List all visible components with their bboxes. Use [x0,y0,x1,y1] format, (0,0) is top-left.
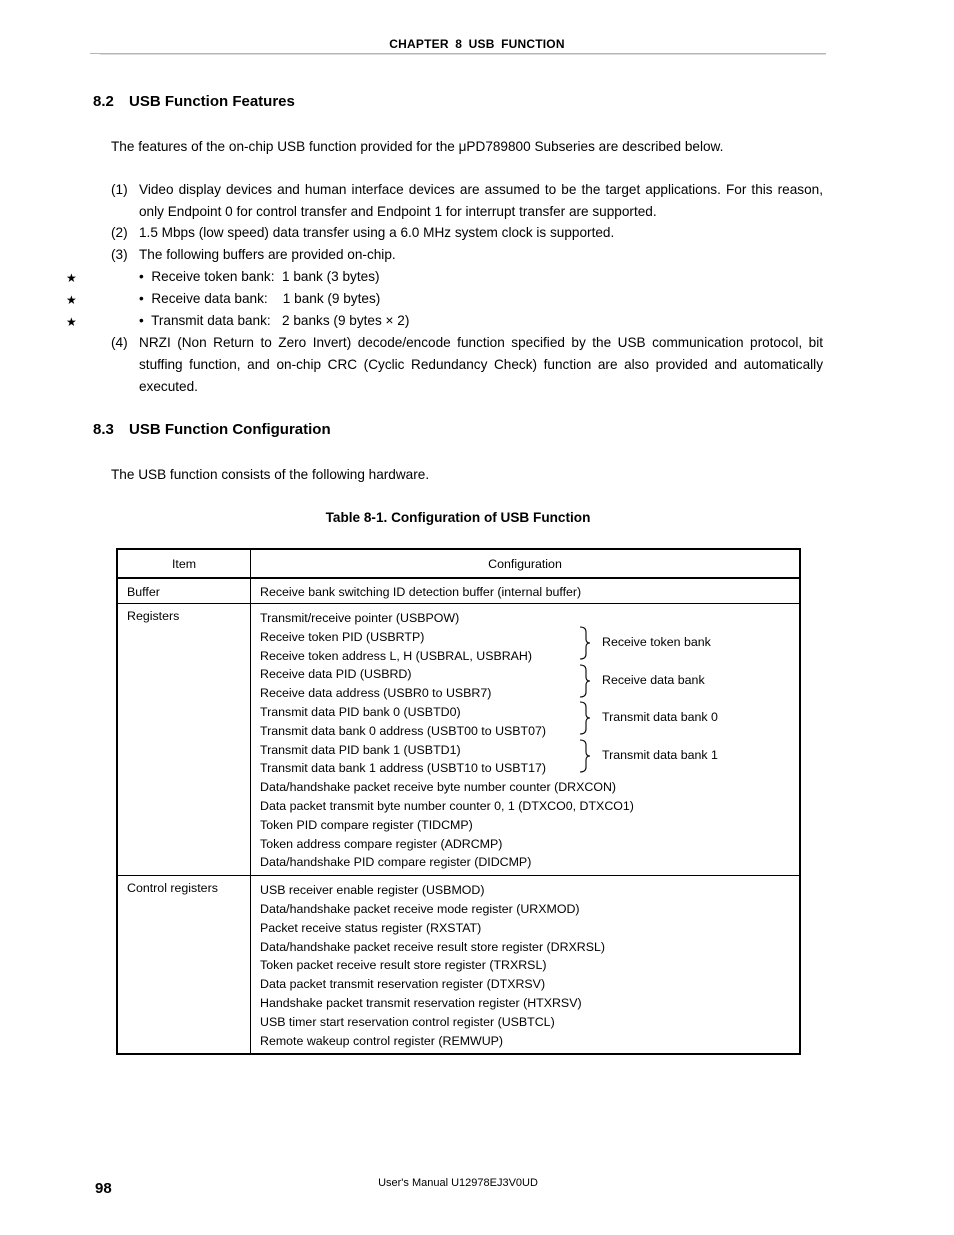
table-caption: Table 8-1. Configuration of USB Function [325,510,591,525]
group-label: Receive data bank [602,673,705,687]
section-83-heading [93,421,331,438]
header-rule-shadow [100,54,826,55]
section-title: USB Function Features [129,93,295,110]
section-number: 8.2 [93,93,114,110]
register-line: Remote wakeup control register (REMWUP) [260,1033,504,1048]
register-line: USB timer start reservation control register (USBTCL) [260,1014,555,1029]
register-line: Handshake packet transmit reservation register (HTXRSV) [260,995,582,1010]
register-line: Transmit data bank 0 address (USBT00 to USBT07) [260,723,547,738]
register-line: Receive data address (USBR0 to USBR7) [260,686,492,701]
item-cell: Registers [127,609,180,623]
register-line: Receive token PID (USBRTP) [260,629,425,644]
register-line: Token PID compare register (TIDCMP) [260,817,473,832]
list-item-1 [111,179,823,223]
chapter-header: CHAPTER 8 USB FUNCTION [389,37,565,51]
page-number: 98 [95,1180,112,1197]
register-line: Transmit data PID bank 0 (USBTD0) [260,704,461,719]
list-number: (4) [111,335,128,350]
right-brace-icon [578,701,592,735]
register-line: Transmit data bank 1 address (USBT10 to USBT17) [260,761,547,776]
list-number: (3) [111,247,128,262]
right-brace-icon [578,739,592,773]
register-line: Packet receive status register (RXSTAT) [260,920,482,935]
register-line: Data packet transmit byte number counter 0, 1 (DTXCO0, DTXCO1) [260,798,634,813]
register-line: USB receiver enable register (USBMOD) [260,883,485,898]
list-text: NRZI (Non Return to Zero Invert) decode/encode function specified by the USB communication protocol, bit stuffing function, and on-chip CRC (Cyclic Redundancy Check) function are also provided and automatically executed. [139,335,823,394]
register-line: Data/handshake packet receive mode register (URXMOD) [260,901,580,916]
list-number: (1) [111,182,128,197]
manual-id: User's Manual U12978EJ3V0UD [378,1177,538,1189]
list-item-4 [111,332,823,398]
table-header-row [117,549,800,578]
section-title: USB Function Configuration [129,421,331,438]
right-brace-icon [578,664,592,698]
section-number: 8.3 [93,421,114,438]
register-line: Receive data PID (USBRD) [260,667,412,682]
section-83-intro: The USB function consists of the following hardware. [111,467,430,482]
right-brace-icon [578,626,592,660]
header-configuration: Configuration [251,549,801,578]
table-row-control-registers [117,876,800,1055]
register-line: Data/handshake PID compare register (DIDCMP) [260,855,532,870]
bullet-item: • Transmit data bank: 2 banks (9 bytes × 2) [139,313,410,328]
item-cell: Control registers [127,881,218,896]
configuration-table [116,548,801,1055]
register-line: Token packet receive result store register (TRXRSL) [260,958,547,973]
item-cell: Buffer [127,585,160,599]
register-line: Data packet transmit reservation register (DTXRSV) [260,977,546,992]
register-line: Transmit data PID bank 1 (USBTD1) [260,742,461,757]
group-label: Transmit data bank 1 [602,748,718,762]
list-text: Video display devices and human interface devices are assumed to be the target applications. For this reason, only Endpoint 0 for control transfer and Endpoint 1 for interrupt transfer are supported. [139,182,823,219]
list-number: (2) [111,225,128,240]
header-item: Item [117,549,251,578]
group-label: Receive token bank [602,635,711,649]
list-text: The following buffers are provided on-chip. [139,247,396,262]
register-line: Data/handshake packet receive byte number counter (DRXCON) [260,780,617,795]
bullet-item: • Receive data bank: 1 bank (9 bytes) [139,291,381,306]
register-line: Transmit/receive pointer (USBPOW) [260,611,460,625]
config-cell: Receive bank switching ID detection buffer (internal buffer) [260,585,582,599]
register-list [251,604,799,875]
list-item-3 [111,244,823,266]
revision-star-icon: ★ [66,315,77,329]
register-line: Data/handshake packet receive result store register (DRXRSL) [260,939,606,954]
revision-star-icon: ★ [66,293,77,307]
section-82-intro: The features of the on-chip USB function provided for the μPD789800 Subseries are described below. [111,139,724,154]
bullet-item: • Receive token bank: 1 bank (3 bytes) [139,269,380,284]
table-row-buffer [117,578,800,604]
section-82-heading [93,93,295,110]
revision-star-icon: ★ [66,271,77,285]
list-item-2 [111,222,823,244]
group-label: Transmit data bank 0 [602,710,718,724]
register-line: Receive token address L, H (USBRAL, USBRAH) [260,648,533,663]
table-row-registers [117,604,800,876]
control-register-list [251,876,799,1053]
register-line: Token address compare register (ADRCMP) [260,836,503,851]
list-text: 1.5 Mbps (low speed) data transfer using a 6.0 MHz system clock is supported. [139,225,615,240]
